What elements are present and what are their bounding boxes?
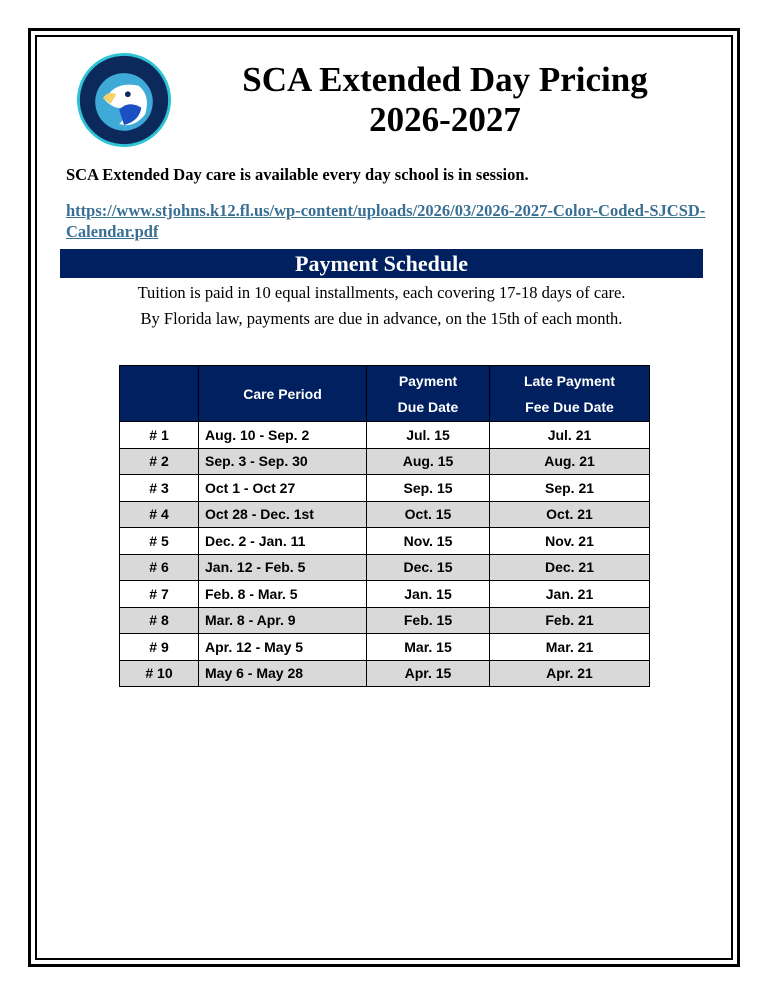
payment-due-date: Apr. 15 xyxy=(367,660,490,687)
installment-number: # 9 xyxy=(120,634,199,661)
late-fee-due-date: Dec. 21 xyxy=(490,554,650,581)
late-fee-due-date: Jul. 21 xyxy=(490,422,650,449)
installment-number: # 1 xyxy=(120,422,199,449)
intro-text: SCA Extended Day care is available every day school is in session. xyxy=(66,165,529,184)
late-fee-due-date: Apr. 21 xyxy=(490,660,650,687)
installment-number: # 10 xyxy=(120,660,199,687)
late-fee-due-date: Jan. 21 xyxy=(490,581,650,608)
installment-number: # 7 xyxy=(120,581,199,608)
header-text: Due Date xyxy=(397,398,459,415)
header-late-fee-due xyxy=(490,366,650,422)
table-header-row xyxy=(120,366,650,422)
header-payment-due xyxy=(367,366,490,422)
header-care-period: Care Period xyxy=(199,366,367,422)
care-period: Jan. 12 - Feb. 5 xyxy=(199,554,367,581)
care-period: Apr. 12 - May 5 xyxy=(199,634,367,661)
care-period: Aug. 10 - Sep. 2 xyxy=(199,422,367,449)
table-row xyxy=(120,528,650,555)
late-fee-due-date: Oct. 21 xyxy=(490,501,650,528)
table-row xyxy=(120,448,650,475)
sabal-crest-seahawks-logo xyxy=(76,52,172,148)
payment-due-date: Sep. 15 xyxy=(367,475,490,502)
care-period: Mar. 8 - Apr. 9 xyxy=(199,607,367,634)
section-banner: Payment Schedule xyxy=(60,249,703,278)
late-fee-due-date: Sep. 21 xyxy=(490,475,650,502)
table-row xyxy=(120,501,650,528)
care-period: Dec. 2 - Jan. 11 xyxy=(199,528,367,555)
late-fee-due-date: Aug. 21 xyxy=(490,448,650,475)
payment-due-date: Aug. 15 xyxy=(367,448,490,475)
title-line-2: 2026-2027 xyxy=(369,100,521,139)
care-period: Sep. 3 - Sep. 30 xyxy=(199,448,367,475)
payment-due-date: Jan. 15 xyxy=(367,581,490,608)
installment-number: # 8 xyxy=(120,607,199,634)
late-fee-due-date: Feb. 21 xyxy=(490,607,650,634)
payment-due-date: Dec. 15 xyxy=(367,554,490,581)
installment-number: # 5 xyxy=(120,528,199,555)
installment-number: # 6 xyxy=(120,554,199,581)
table-row xyxy=(120,475,650,502)
payment-due-date: Oct. 15 xyxy=(367,501,490,528)
late-fee-due-date: Mar. 21 xyxy=(490,634,650,661)
installment-number: # 2 xyxy=(120,448,199,475)
header-text: Late Payment xyxy=(523,372,616,389)
late-fee-due-date: Nov. 21 xyxy=(490,528,650,555)
installment-number: # 4 xyxy=(120,501,199,528)
care-period: Oct 28 - Dec. 1st xyxy=(199,501,367,528)
installment-number: # 3 xyxy=(120,475,199,502)
table-row xyxy=(120,607,650,634)
payment-due-date: Nov. 15 xyxy=(367,528,490,555)
payment-due-date: Feb. 15 xyxy=(367,607,490,634)
page-title xyxy=(200,60,690,140)
header-text: Fee Due Date xyxy=(525,398,614,415)
due-date-note: By Florida law, payments are due in advance, on the 15th of each month. xyxy=(140,309,623,328)
payment-due-date: Mar. 15 xyxy=(367,634,490,661)
care-period: May 6 - May 28 xyxy=(199,660,367,687)
payment-schedule-table xyxy=(119,365,650,687)
table-row xyxy=(120,422,650,449)
calendar-link[interactable]: https://www.stjohns.k12.fl.us/wp-content/uploads/2026/03/2026-2027-Color-Coded-SJCSD-Calendar.pdf xyxy=(66,201,706,241)
installments-note: Tuition is paid in 10 equal installments, each covering 17-18 days of care. xyxy=(137,283,626,302)
table-row xyxy=(120,581,650,608)
header-number xyxy=(120,366,199,422)
header-text: Payment xyxy=(398,372,458,389)
title-line-1: SCA Extended Day Pricing xyxy=(242,60,648,99)
care-period: Feb. 8 - Mar. 5 xyxy=(199,581,367,608)
care-period: Oct 1 - Oct 27 xyxy=(199,475,367,502)
payment-due-date: Jul. 15 xyxy=(367,422,490,449)
table-row xyxy=(120,554,650,581)
table-row xyxy=(120,634,650,661)
table-row xyxy=(120,660,650,687)
